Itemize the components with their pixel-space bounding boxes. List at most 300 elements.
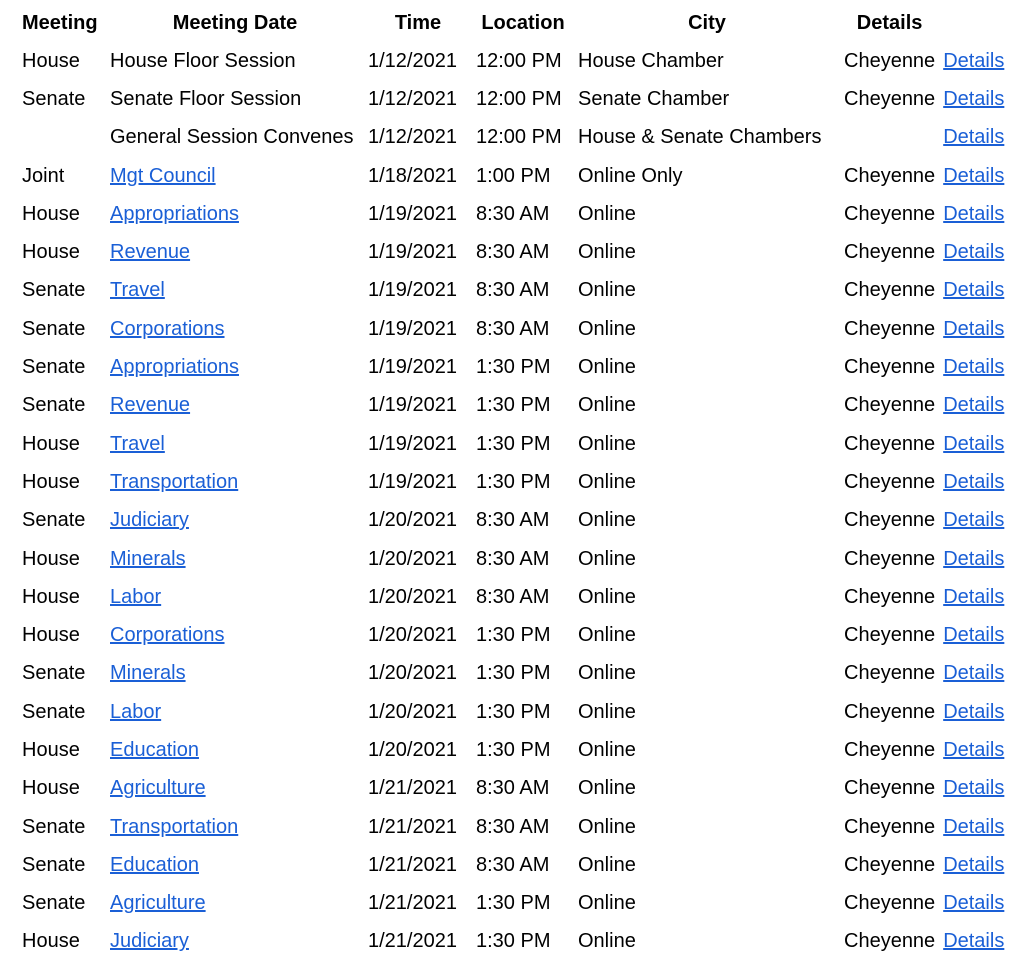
details-cell	[939, 233, 1008, 271]
meeting-time-cell	[472, 195, 574, 233]
details-cell	[939, 195, 1008, 233]
meeting-location-cell	[574, 463, 840, 501]
meeting-location-cell	[574, 233, 840, 271]
meeting-name-cell	[106, 770, 364, 808]
details-link[interactable]: Details	[943, 777, 1005, 800]
meeting-city-text: Cheyenne	[844, 624, 936, 647]
meeting-name-link[interactable]: Revenue	[110, 241, 191, 264]
meeting-body-text: Senate	[22, 700, 86, 723]
meeting-location-cell	[574, 272, 840, 310]
meeting-date-text: 1/21/2021	[368, 815, 457, 838]
meeting-time-text: 1:30 PM	[476, 470, 551, 493]
meeting-location-text: Online	[578, 738, 636, 761]
meeting-body-text: House	[22, 930, 80, 953]
meeting-date-text: 1/20/2021	[368, 624, 457, 647]
meeting-body-text: Senate	[22, 662, 86, 685]
details-cell	[939, 923, 1008, 961]
meeting-time-text: 8:30 AM	[476, 241, 550, 264]
meeting-body-text: Senate	[22, 509, 86, 532]
meeting-city-cell	[840, 502, 939, 540]
meeting-name-text: House Floor Session	[110, 49, 296, 72]
meeting-body-text: House	[22, 470, 80, 493]
meeting-date-text: 1/19/2021	[368, 279, 457, 302]
meeting-date-cell	[364, 387, 472, 425]
meeting-time-text: 8:30 AM	[476, 509, 550, 532]
meeting-time-cell	[472, 119, 574, 157]
meeting-time-text: 1:30 PM	[476, 700, 551, 723]
meeting-name-link[interactable]: Corporations	[110, 624, 225, 647]
details-link[interactable]: Details	[943, 509, 1005, 532]
meeting-date-cell	[364, 80, 472, 118]
meeting-city-text: Cheyenne	[844, 509, 936, 532]
meeting-body-text: House	[22, 49, 80, 72]
meeting-city-text: Cheyenne	[844, 853, 936, 876]
meeting-date-cell	[364, 808, 472, 846]
meeting-city-cell	[840, 425, 939, 463]
meeting-date-text: 1/19/2021	[368, 394, 457, 417]
meeting-city-text: Cheyenne	[844, 470, 936, 493]
meeting-name-link[interactable]: Travel	[110, 432, 165, 455]
details-cell	[939, 616, 1008, 654]
meeting-time-text: 1:30 PM	[476, 892, 551, 915]
meeting-date-text: 1/20/2021	[368, 509, 457, 532]
meeting-location-text: Senate Chamber	[578, 87, 730, 110]
meeting-name-cell	[106, 42, 364, 80]
meeting-name-cell	[106, 233, 364, 271]
meeting-time-cell	[472, 923, 574, 961]
meeting-city-cell	[840, 233, 939, 271]
meeting-time-cell	[472, 731, 574, 769]
details-cell	[939, 157, 1008, 195]
details-link[interactable]: Details	[943, 585, 1005, 608]
header-row	[18, 4, 1008, 42]
meeting-name-link[interactable]: Transportation	[110, 470, 239, 493]
details-link[interactable]: Details	[943, 164, 1005, 187]
meeting-name-link[interactable]: Judiciary	[110, 930, 189, 953]
meeting-date-cell	[364, 233, 472, 271]
meeting-name-link[interactable]: Judiciary	[110, 509, 189, 532]
meeting-body-text: Joint	[22, 164, 65, 187]
meeting-body-cell	[18, 157, 106, 195]
meeting-date-cell	[364, 770, 472, 808]
table-row	[18, 157, 1008, 195]
meeting-date-cell	[364, 195, 472, 233]
meeting-location-cell	[574, 387, 840, 425]
meeting-time-cell	[472, 387, 574, 425]
meeting-city-cell	[840, 119, 939, 157]
header-meeting: Meeting	[22, 11, 98, 34]
meeting-location-text: Online	[578, 662, 636, 685]
header-location: Location	[481, 11, 565, 34]
meeting-date-text: 1/19/2021	[368, 317, 457, 340]
meeting-name-link[interactable]: Education	[110, 738, 199, 761]
table-header	[18, 4, 1008, 42]
meeting-name-cell	[106, 310, 364, 348]
meeting-time-text: 8:30 AM	[476, 317, 550, 340]
meeting-city-text: Cheyenne	[844, 930, 936, 953]
meeting-city-text: Cheyenne	[844, 547, 936, 570]
meeting-name-link[interactable]: Travel	[110, 279, 165, 302]
meeting-name-cell	[106, 387, 364, 425]
details-cell	[939, 808, 1008, 846]
meeting-city-cell	[840, 387, 939, 425]
meeting-name-cell	[106, 731, 364, 769]
meeting-time-cell	[472, 808, 574, 846]
meeting-city-cell	[840, 616, 939, 654]
meeting-body-cell	[18, 808, 106, 846]
meeting-location-text: Online	[578, 432, 636, 455]
table-body	[18, 42, 1008, 961]
details-link[interactable]: Details	[943, 738, 1005, 761]
table-row	[18, 885, 1008, 923]
meeting-location-text: Online	[578, 279, 636, 302]
table-row	[18, 808, 1008, 846]
meeting-body-text: House	[22, 202, 80, 225]
meeting-body-cell	[18, 42, 106, 80]
meeting-body-cell	[18, 731, 106, 769]
meeting-name-link[interactable]: Revenue	[110, 394, 191, 417]
meeting-time-cell	[472, 310, 574, 348]
details-link[interactable]: Details	[943, 470, 1005, 493]
meeting-time-cell	[472, 80, 574, 118]
details-cell	[939, 731, 1008, 769]
table-row	[18, 80, 1008, 118]
details-cell	[939, 502, 1008, 540]
meeting-body-cell	[18, 310, 106, 348]
header-time: Time	[394, 11, 442, 34]
meeting-location-cell	[574, 616, 840, 654]
meeting-name-cell	[106, 923, 364, 961]
meeting-date-cell	[364, 616, 472, 654]
meeting-city-text: Cheyenne	[844, 202, 936, 225]
meeting-location-cell	[574, 502, 840, 540]
details-link[interactable]: Details	[943, 662, 1005, 685]
meeting-body-text: House	[22, 547, 80, 570]
meeting-date-text: 1/21/2021	[368, 930, 457, 953]
meeting-name-link[interactable]: Transportation	[110, 815, 239, 838]
meeting-city-text: Cheyenne	[844, 777, 936, 800]
meeting-date-cell	[364, 655, 472, 693]
table-row	[18, 502, 1008, 540]
details-link[interactable]: Details	[943, 317, 1005, 340]
meeting-location-text: Online	[578, 317, 636, 340]
details-cell	[939, 693, 1008, 731]
details-link[interactable]: Details	[943, 547, 1005, 570]
meeting-location-cell	[574, 119, 840, 157]
meeting-city-cell	[840, 80, 939, 118]
meeting-body-text: House	[22, 585, 80, 608]
meeting-body-cell	[18, 272, 106, 310]
meeting-time-text: 1:30 PM	[476, 394, 551, 417]
details-link[interactable]: Details	[943, 432, 1005, 455]
details-cell	[939, 348, 1008, 386]
meeting-body-cell	[18, 502, 106, 540]
table-row	[18, 770, 1008, 808]
meeting-location-cell	[574, 693, 840, 731]
meeting-body-text: Senate	[22, 815, 86, 838]
meeting-time-cell	[472, 885, 574, 923]
meeting-body-cell	[18, 923, 106, 961]
meeting-location-text: Online	[578, 470, 636, 493]
meeting-body-cell	[18, 463, 106, 501]
table-row	[18, 387, 1008, 425]
meeting-body-text: Senate	[22, 394, 86, 417]
table-row	[18, 272, 1008, 310]
meeting-name-cell	[106, 578, 364, 616]
meeting-city-cell	[840, 195, 939, 233]
meeting-date-text: 1/12/2021	[368, 126, 457, 149]
meeting-location-cell	[574, 310, 840, 348]
meeting-city-text: Cheyenne	[844, 279, 936, 302]
meeting-city-cell	[840, 808, 939, 846]
meeting-time-cell	[472, 157, 574, 195]
meeting-body-text: House	[22, 738, 80, 761]
meeting-date-text: 1/19/2021	[368, 356, 457, 379]
meeting-body-text: Senate	[22, 279, 86, 302]
meeting-name-link[interactable]: Agriculture	[110, 777, 206, 800]
meeting-city-text: Cheyenne	[844, 432, 936, 455]
meeting-time-text: 12:00 PM	[476, 49, 562, 72]
meeting-city-cell	[840, 578, 939, 616]
meeting-location-text: Online	[578, 815, 636, 838]
meeting-date-text: 1/21/2021	[368, 853, 457, 876]
meeting-time-cell	[472, 770, 574, 808]
meeting-name-link[interactable]: Labor	[110, 585, 162, 608]
details-link[interactable]: Details	[943, 87, 1005, 110]
header-details: Details	[856, 11, 923, 34]
meeting-location-text: House Chamber	[578, 49, 724, 72]
meeting-date-cell	[364, 731, 472, 769]
details-cell	[939, 42, 1008, 80]
table-row	[18, 233, 1008, 271]
table-row	[18, 846, 1008, 884]
meeting-city-cell	[840, 157, 939, 195]
meeting-time-cell	[472, 42, 574, 80]
meeting-body-text: House	[22, 624, 80, 647]
meeting-date-cell	[364, 846, 472, 884]
details-cell	[939, 310, 1008, 348]
details-cell	[939, 119, 1008, 157]
meeting-location-text: Online	[578, 356, 636, 379]
meeting-city-text: Cheyenne	[844, 738, 936, 761]
details-cell	[939, 885, 1008, 923]
meeting-name-cell	[106, 655, 364, 693]
meeting-location-cell	[574, 348, 840, 386]
details-link[interactable]: Details	[943, 241, 1005, 264]
table-row	[18, 42, 1008, 80]
meeting-name-link[interactable]: Mgt Council	[110, 164, 216, 187]
meeting-date-cell	[364, 272, 472, 310]
details-link[interactable]: Details	[943, 892, 1005, 915]
meeting-name-link[interactable]: Corporations	[110, 317, 225, 340]
meeting-location-cell	[574, 808, 840, 846]
meeting-body-cell	[18, 770, 106, 808]
meeting-time-text: 1:30 PM	[476, 930, 551, 953]
meeting-time-text: 8:30 AM	[476, 585, 550, 608]
meeting-time-text: 12:00 PM	[476, 126, 562, 149]
meeting-date-text: 1/12/2021	[368, 87, 457, 110]
meeting-name-link[interactable]: Agriculture	[110, 892, 206, 915]
meeting-date-text: 1/20/2021	[368, 738, 457, 761]
meeting-time-text: 8:30 AM	[476, 815, 550, 838]
details-link[interactable]: Details	[943, 815, 1005, 838]
meeting-date-cell	[364, 693, 472, 731]
meeting-date-cell	[364, 923, 472, 961]
details-link[interactable]: Details	[943, 356, 1005, 379]
meeting-city-cell	[840, 693, 939, 731]
meeting-location-cell	[574, 923, 840, 961]
meeting-location-text: Online	[578, 394, 636, 417]
meeting-name-cell	[106, 502, 364, 540]
table-row	[18, 616, 1008, 654]
details-link[interactable]: Details	[943, 202, 1005, 225]
meeting-location-text: Online	[578, 624, 636, 647]
meeting-location-cell	[574, 540, 840, 578]
meeting-date-cell	[364, 310, 472, 348]
meeting-body-text: House	[22, 432, 80, 455]
meeting-time-cell	[472, 655, 574, 693]
meeting-time-text: 8:30 AM	[476, 279, 550, 302]
meeting-name-link[interactable]: Labor	[110, 700, 162, 723]
meeting-location-cell	[574, 885, 840, 923]
meeting-city-text: Cheyenne	[844, 394, 936, 417]
meeting-body-text: House	[22, 777, 80, 800]
meeting-city-text: Cheyenne	[844, 164, 936, 187]
meeting-body-text: Senate	[22, 892, 86, 915]
meeting-date-cell	[364, 425, 472, 463]
meeting-time-text: 1:30 PM	[476, 624, 551, 647]
table-row	[18, 119, 1008, 157]
meeting-body-cell	[18, 578, 106, 616]
meeting-city-text: Cheyenne	[844, 700, 936, 723]
meeting-time-text: 8:30 AM	[476, 777, 550, 800]
meeting-body-cell	[18, 195, 106, 233]
meeting-location-text: Online	[578, 547, 636, 570]
table-row	[18, 540, 1008, 578]
meeting-time-cell	[472, 233, 574, 271]
meeting-body-cell	[18, 233, 106, 271]
meeting-time-cell	[472, 616, 574, 654]
meeting-date-text: 1/19/2021	[368, 241, 457, 264]
meeting-time-cell	[472, 463, 574, 501]
meeting-city-cell	[840, 655, 939, 693]
meeting-name-link[interactable]: Minerals	[110, 547, 186, 570]
details-cell	[939, 463, 1008, 501]
details-link[interactable]: Details	[943, 394, 1005, 417]
meeting-date-text: 1/20/2021	[368, 547, 457, 570]
meeting-time-text: 1:30 PM	[476, 432, 551, 455]
meeting-city-text: Cheyenne	[844, 662, 936, 685]
meeting-time-cell	[472, 272, 574, 310]
meeting-name-link[interactable]: Minerals	[110, 662, 186, 685]
meeting-date-text: 1/18/2021	[368, 164, 457, 187]
meeting-name-cell	[106, 195, 364, 233]
details-link[interactable]: Details	[943, 930, 1005, 953]
meeting-name-link[interactable]: Appropriations	[110, 356, 239, 379]
meeting-name-cell	[106, 119, 364, 157]
meeting-name-cell	[106, 463, 364, 501]
meeting-time-cell	[472, 502, 574, 540]
details-link[interactable]: Details	[943, 279, 1005, 302]
meeting-date-text: 1/12/2021	[368, 49, 457, 72]
meeting-date-text: 1/20/2021	[368, 585, 457, 608]
meeting-time-text: 12:00 PM	[476, 87, 562, 110]
meeting-location-text: Online Only	[578, 164, 683, 187]
meeting-body-cell	[18, 119, 106, 157]
meeting-name-text: Senate Floor Session	[110, 87, 302, 110]
details-link[interactable]: Details	[943, 853, 1005, 876]
meeting-location-text: Online	[578, 202, 636, 225]
meeting-city-cell	[840, 272, 939, 310]
meeting-location-cell	[574, 425, 840, 463]
meeting-date-cell	[364, 119, 472, 157]
meeting-location-cell	[574, 731, 840, 769]
details-cell	[939, 425, 1008, 463]
meeting-body-text: House	[22, 241, 80, 264]
meeting-date-cell	[364, 157, 472, 195]
details-link[interactable]: Details	[943, 126, 1005, 149]
meeting-city-cell	[840, 731, 939, 769]
meeting-time-text: 1:30 PM	[476, 738, 551, 761]
meeting-time-text: 1:00 PM	[476, 164, 551, 187]
details-cell	[939, 80, 1008, 118]
meeting-name-link[interactable]: Appropriations	[110, 202, 239, 225]
meeting-city-text: Cheyenne	[844, 585, 936, 608]
meeting-body-cell	[18, 80, 106, 118]
meeting-date-text: 1/19/2021	[368, 202, 457, 225]
meeting-name-cell	[106, 846, 364, 884]
meeting-name-cell	[106, 616, 364, 654]
meeting-date-text: 1/21/2021	[368, 777, 457, 800]
meeting-city-cell	[840, 348, 939, 386]
meeting-time-cell	[472, 348, 574, 386]
meeting-time-cell	[472, 693, 574, 731]
meeting-location-cell	[574, 770, 840, 808]
meeting-time-text: 8:30 AM	[476, 853, 550, 876]
details-cell	[939, 387, 1008, 425]
meeting-city-text: Cheyenne	[844, 49, 936, 72]
meeting-date-cell	[364, 578, 472, 616]
meeting-date-cell	[364, 885, 472, 923]
meeting-date-text: 1/20/2021	[368, 700, 457, 723]
meeting-city-cell	[840, 463, 939, 501]
meeting-city-cell	[840, 42, 939, 80]
meeting-body-cell	[18, 655, 106, 693]
meeting-name-cell	[106, 272, 364, 310]
meeting-city-cell	[840, 770, 939, 808]
details-link[interactable]: Details	[943, 49, 1005, 72]
meeting-location-text: Online	[578, 585, 636, 608]
meeting-city-text: Cheyenne	[844, 892, 936, 915]
details-link[interactable]: Details	[943, 700, 1005, 723]
details-link[interactable]: Details	[943, 624, 1005, 647]
meeting-name-link[interactable]: Education	[110, 853, 199, 876]
meeting-body-cell	[18, 693, 106, 731]
header-meeting-date: Meeting Date	[172, 11, 298, 34]
meeting-time-cell	[472, 846, 574, 884]
meeting-location-cell	[574, 578, 840, 616]
table-row	[18, 348, 1008, 386]
meeting-name-cell	[106, 885, 364, 923]
meeting-date-cell	[364, 502, 472, 540]
meeting-city-cell	[840, 923, 939, 961]
meeting-name-cell	[106, 808, 364, 846]
meeting-date-cell	[364, 463, 472, 501]
meeting-name-cell	[106, 540, 364, 578]
meeting-city-text: Cheyenne	[844, 356, 936, 379]
meeting-schedule-table	[18, 4, 1008, 961]
details-cell	[939, 272, 1008, 310]
